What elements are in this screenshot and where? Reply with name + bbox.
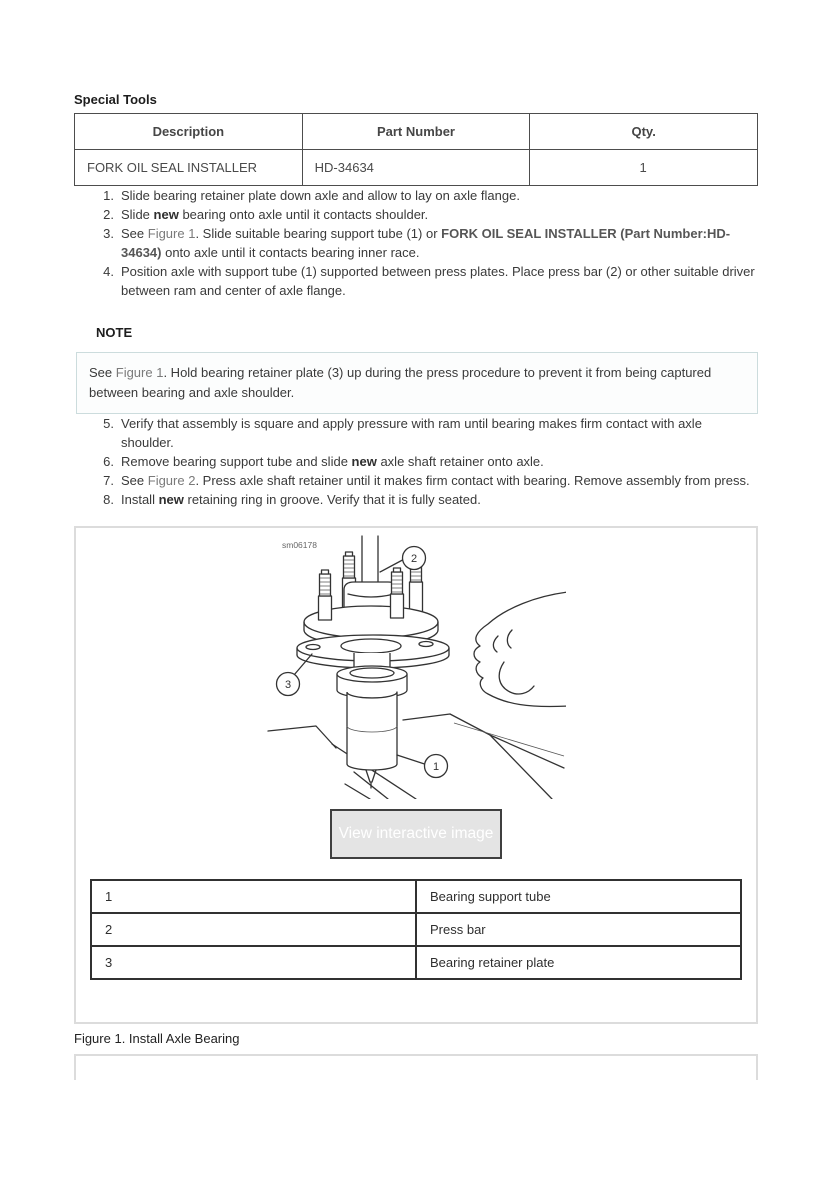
step-text xyxy=(121,186,758,205)
procedure-step xyxy=(99,471,758,490)
text-segment: Verify that assembly is square and apply pressure with ram until bearing makes firm contact with axle shoulder. xyxy=(121,416,702,450)
text-segment: . Slide suitable bearing support tube (1) or xyxy=(195,226,442,241)
note-box xyxy=(76,352,758,414)
figure-1-legend-table xyxy=(90,879,742,980)
step-number: 2. xyxy=(103,207,114,222)
text-segment: onto axle until it contacts bearing inner race. xyxy=(161,245,420,260)
special-tools-table xyxy=(74,113,758,186)
text-segment: axle shaft retainer onto axle. xyxy=(376,454,544,469)
cell-description: FORK OIL SEAL INSTALLER xyxy=(75,150,303,186)
special-tools-heading: Special Tools xyxy=(74,92,157,107)
cell-qty: 1 xyxy=(530,150,758,186)
step-text xyxy=(121,490,758,509)
text-segment: See xyxy=(121,473,148,488)
figure-1-container xyxy=(74,526,758,1024)
legend-row xyxy=(91,913,741,946)
procedure-step xyxy=(99,414,758,452)
procedure-step xyxy=(99,262,758,300)
text-segment: new xyxy=(153,207,179,222)
text-segment: bearing onto axle until it contacts shoulder. xyxy=(178,207,429,222)
table-row xyxy=(75,150,758,186)
figure-reference[interactable]: Figure 2 xyxy=(147,473,196,488)
text-segment: Slide xyxy=(121,207,154,222)
svg-text:2: 2 xyxy=(410,553,418,565)
figure-reference[interactable]: Figure 1 xyxy=(115,365,164,380)
view-interactive-image-button[interactable]: View interactive image xyxy=(330,809,502,859)
text-segment: Slide bearing retainer plate down axle and allow to lay on axle flange. xyxy=(121,188,520,203)
svg-text:1: 1 xyxy=(432,761,440,773)
step-number: 4. xyxy=(103,264,114,279)
text-segment: Position axle with support tube (1) supported between press plates. Place press bar (2) or other suitable driver between ram and center of axle flange. xyxy=(121,264,755,298)
text-segment: See xyxy=(121,226,148,241)
step-text xyxy=(121,414,758,452)
bearing-support-tube-drawing xyxy=(347,692,397,788)
svg-text:3: 3 xyxy=(284,679,292,691)
procedure-list-part1 xyxy=(74,186,758,300)
press-table-drawing xyxy=(268,714,564,799)
step-text xyxy=(121,262,758,300)
figure-1-caption: Figure 1. Install Axle Bearing xyxy=(74,1031,240,1046)
procedure-step xyxy=(99,186,758,205)
note-text xyxy=(89,365,711,400)
procedure-list-part2 xyxy=(74,414,758,509)
note-heading: NOTE xyxy=(96,325,133,340)
step-number: 7. xyxy=(103,473,114,488)
text-segment: Install xyxy=(121,492,159,507)
text-segment: . Press axle shaft retainer until it makes firm contact with bearing. Remove assembly from press. xyxy=(195,473,750,488)
text-segment: new xyxy=(158,492,184,507)
procedure-step xyxy=(99,452,758,471)
legend-value: Bearing support tube xyxy=(416,880,741,913)
column-header: Description xyxy=(75,114,303,150)
column-header: Part Number xyxy=(302,114,530,150)
text-segment: new xyxy=(351,454,377,469)
step-text xyxy=(121,471,758,490)
callout-1 xyxy=(397,755,448,778)
legend-row xyxy=(91,880,741,913)
procedure-step xyxy=(99,224,758,262)
text-segment: Remove bearing support tube and slide xyxy=(121,454,352,469)
text-segment: retaining ring in groove. Verify that it is fully seated. xyxy=(183,492,481,507)
special-tools-header-row xyxy=(75,114,758,150)
step-number: 5. xyxy=(103,416,114,431)
text-segment: See xyxy=(89,365,116,380)
legend-value: Press bar xyxy=(416,913,741,946)
axle-bearing-press-illustration xyxy=(266,534,566,799)
step-text xyxy=(121,205,758,224)
figure-reference[interactable]: Figure 1 xyxy=(147,226,196,241)
legend-row xyxy=(91,946,741,979)
legend-key: 1 xyxy=(91,880,416,913)
column-header: Qty. xyxy=(530,114,758,150)
drawing-id-label: sm06178 xyxy=(282,540,317,550)
step-number: 1. xyxy=(103,188,114,203)
cell-part_number: HD-34634 xyxy=(302,150,530,186)
step-text xyxy=(121,452,758,471)
step-number: 8. xyxy=(103,492,114,507)
procedure-step xyxy=(99,490,758,509)
hand-drawing xyxy=(474,592,566,707)
callout-2 xyxy=(380,547,426,573)
legend-key: 2 xyxy=(91,913,416,946)
step-number: 6. xyxy=(103,454,114,469)
step-text xyxy=(121,224,758,262)
procedure-step xyxy=(99,205,758,224)
figure-reference[interactable]: FORK OIL SEAL INSTALLER (Part Number:HD-34634) xyxy=(121,226,731,260)
legend-key: 3 xyxy=(91,946,416,979)
step-number: 3. xyxy=(103,226,114,241)
callout-3 xyxy=(277,654,313,696)
text-segment: . Hold bearing retainer plate (3) up during the press procedure to prevent it from being captured between bearing and axle shoulder. xyxy=(89,365,712,400)
legend-value: Bearing retainer plate xyxy=(416,946,741,979)
figure-2-container-partial xyxy=(74,1054,758,1080)
